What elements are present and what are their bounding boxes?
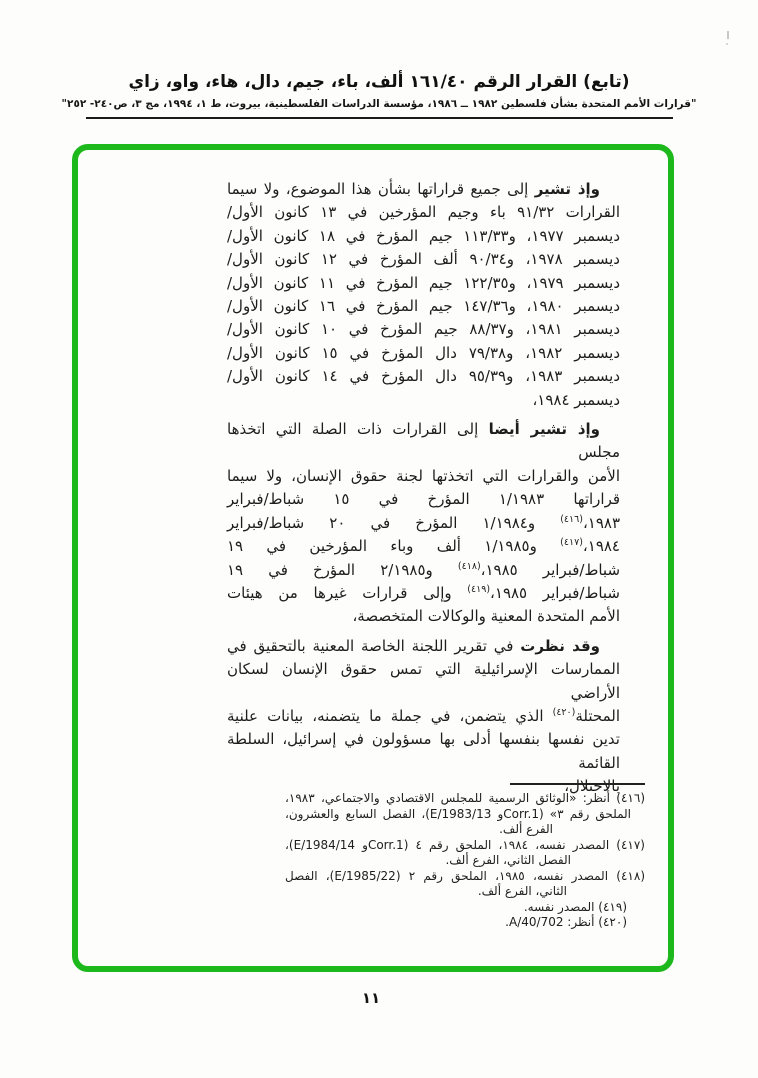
text-line: الأمن والقرارات التي اتخذتها لجنة حقوق الإنسان، ولا سيما [227, 466, 620, 485]
footnote-ref-419: (٤١٩) [467, 583, 491, 595]
text-line: ديسمبر ١٩٨٣، و٩٥/٣٩ دال المؤرخ في ١٤ كانون الأول/ [227, 367, 621, 386]
text-line: ديسمبر ١٩٨٠، و١٤٧/٣٦ جيم المؤرخ في ١٦ كانون الأول/ [227, 297, 621, 316]
footnote-ref-420: (٤٢٠) [552, 706, 576, 718]
text-line: ديسمبر ١٩٨٢، و٧٩/٣٨ دال المؤرخ في ١٥ كانون الأول/ [227, 343, 621, 362]
text-line: قراراتها ١/١٩٨٣ المؤرخ في ١٥ شباط/فبراير [227, 490, 621, 509]
text-line: المحتلة$^{(٤٢٠)}$ الذي يتضمن، في جملة ما يتضمنه، بيانات علنية [227, 706, 620, 725]
paragraph-recalling-resolutions [227, 178, 620, 412]
footnote-ref-418: (٤١٨) [457, 560, 481, 572]
lead-in-bold: وإذ تشير أيضا [488, 420, 600, 439]
text-line: ديسمبر ١٩٧٩، و١٢٢/٣٥ جيم المؤرخ في ١١ كانون الأول/ [227, 273, 621, 292]
text-line: تدين نفسها بنفسها أدلى بها مسؤولون في إسرائيل، السلطة القائمة [227, 730, 620, 772]
green-highlight-frame [72, 144, 674, 972]
footnote-416-line: الملحق رقم ٣» (‪E/1983/13 وCorr.1‬)، الفصل السابع والعشرون، [285, 806, 631, 821]
footnote-420-line: (٤٢٠) أنظر: A/40/702. [505, 915, 627, 929]
footnote-ref-416: (٤١٦) [560, 513, 583, 525]
footnote-divider [510, 783, 645, 785]
page-header [0, 0, 758, 119]
lead-in-bold: وإذ تشير [534, 180, 600, 198]
footnote-416-line: (٤١٦) أنظر: «الوثائق الرسمية للمجلس الاقتصادي والاجتماعي، ١٩٨٣، [285, 791, 645, 805]
text-line: الأمم المتحدة المعنية والوكالات المتخصصة، [352, 607, 620, 626]
text-line: ديسمبر ١٩٧٨، و٩٠/٣٤ ألف المؤرخ في ١٢ كانون الأول/ [227, 250, 620, 269]
footnote-417-line: (٤١٧) المصدر نفسه، ١٩٨٤، الملحق رقم ٤ (‪E/1984/14 وCorr.1‬)، [285, 837, 645, 852]
paragraph-special-committee-report [227, 635, 620, 799]
footnote-416-line: الفرع ألف. [499, 822, 553, 836]
text-line: وقد نظرت في تقرير اللجنة الخاصة المعنية بالتحقيق في [227, 636, 600, 655]
header-divider [86, 117, 673, 119]
source-citation: "قرارات الأمم المتحدة بشأن فلسطين ١٩٨٢ ــ ١٩٨٦، مؤسسة الدراسات الفلسطينية، بيروت، ط ١، ١٩٩٤، مج ٣، ص٢٤٠- ٢٥٢" [61, 98, 697, 110]
text-line: ديسمبر ١٩٧٧، و١١٣/٣٣ جيم المؤرخ في ١٨ كانون الأول/ [227, 226, 621, 245]
paragraph-recalling-other-bodies [227, 418, 620, 629]
text-line: شباط/فبراير ١٩٨٥،$^{(٤١٨)}$ و٢/١٩٨٥ المؤرخ في ١٩ [227, 560, 621, 579]
text-line: وإذ تشير أيضا إلى القرارات ذات الصلة التي اتخذها مجلس [227, 420, 620, 462]
resolution-body-text [227, 178, 620, 799]
text-line: بالاحتلال، [564, 777, 620, 796]
corner-artifact-mark [727, 31, 729, 39]
footnote-418-line: الثاني، الفرع ألف. [477, 884, 567, 898]
text-line: الممارسات الإسرائيلية التي تمس حقوق الإنسان لسكان الأراضي [227, 660, 620, 702]
text-line: وإذ تشير إلى جميع قراراتها بشأن هذا الموضوع، ولا سيما [227, 180, 600, 198]
footnote-ref-417: (٤١٧) [560, 537, 583, 549]
footnote-418-line: (٤١٨) المصدر نفسه، ١٩٨٥، الملحق رقم ٢ (E/1985/22)، الفصل [285, 868, 645, 883]
text-line: ديسمبر ١٩٨٤، [532, 390, 620, 409]
footnote-419-line: (٤١٩) المصدر نفسه. [523, 899, 627, 914]
resolution-title: (تابع) القرار الرقم ١٦١/٤٠ ألف، باء، جيم، دال، هاء، واو، زاي [128, 72, 630, 92]
text-line: ١٩٨٣،$^{(٤١٦)}$ و١/١٩٨٤ المؤرخ في ٢٠ شباط/فبراير [227, 513, 621, 532]
text-line: ديسمبر ١٩٨١، و٨٨/٣٧ جيم المؤرخ في ١٠ كانون الأول/ [227, 320, 620, 339]
text-line: القرارات ٩١/٣٢ باء وجيم المؤرخين في ١٣ كانون الأول/ [227, 203, 620, 222]
page-number: ١١ [361, 989, 381, 1007]
text-line: ١٩٨٤،$^{(٤١٧)}$ و١/١٩٨٥ ألف وباء المؤرخين في ١٩ [227, 537, 620, 556]
text-line: شباط/فبراير ١٩٨٥،$^{(٤١٩)}$ وإلى قرارات غيرها من هيئات [227, 583, 620, 602]
footnotes-section [285, 783, 645, 931]
lead-in-bold: وقد نظرت [520, 636, 600, 655]
footnote-417-line: الفصل الثاني، الفرع ألف. [445, 853, 571, 867]
